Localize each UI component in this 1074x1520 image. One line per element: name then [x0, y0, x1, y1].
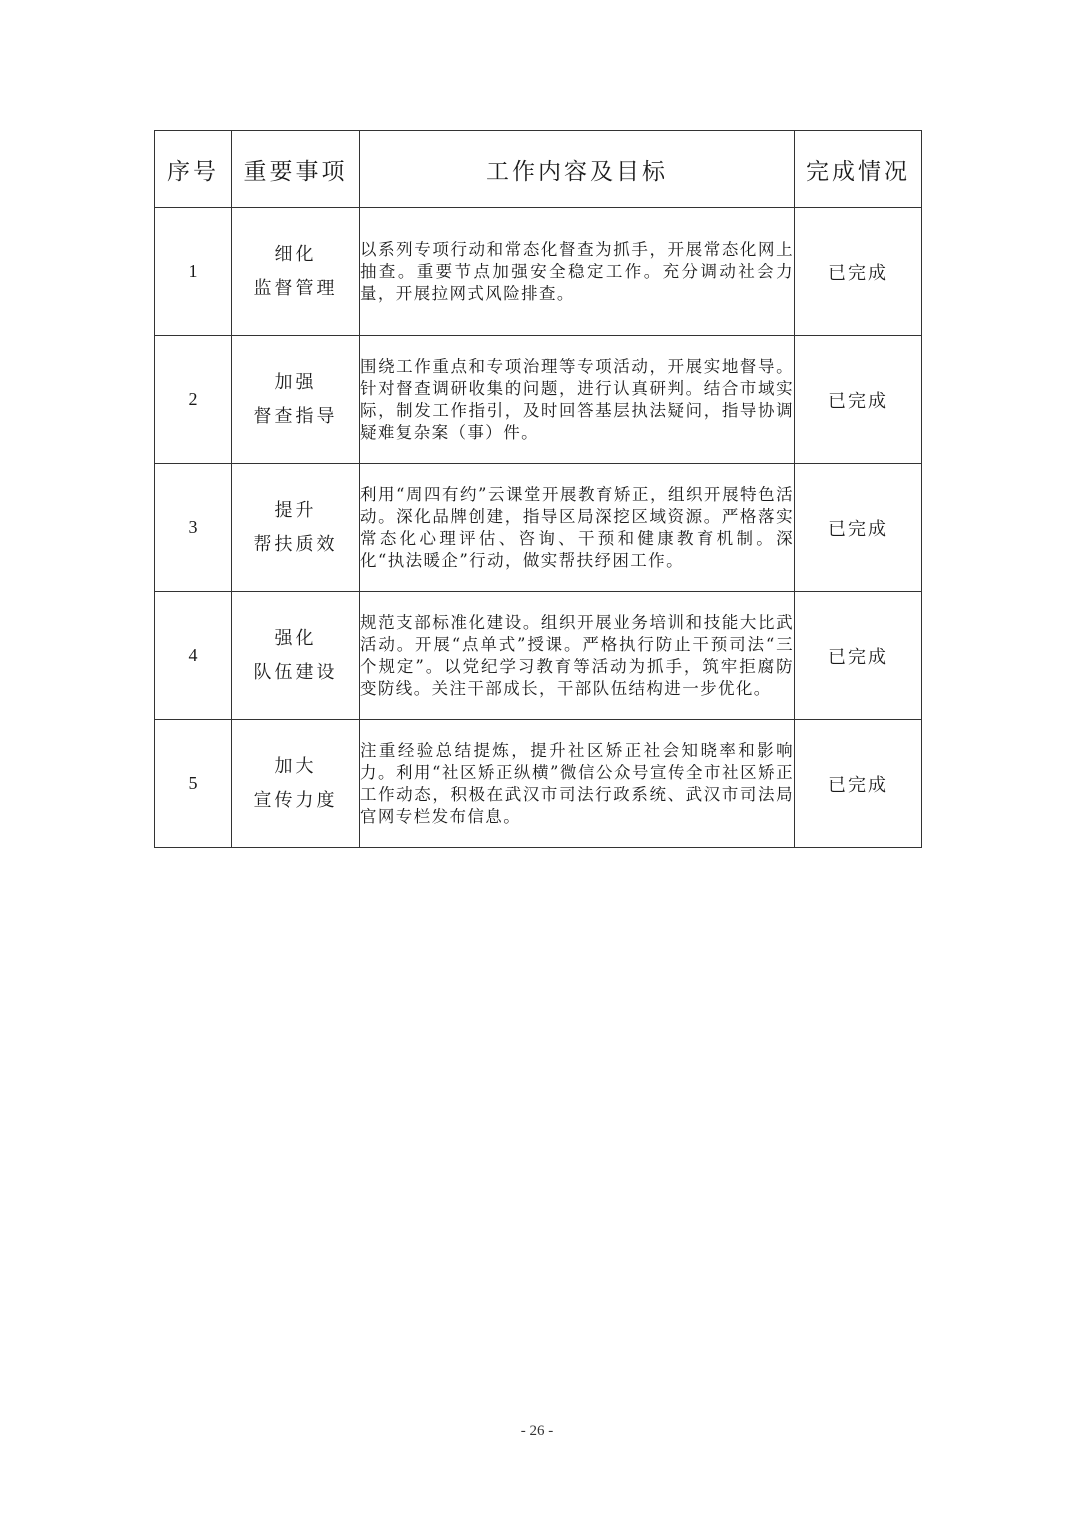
header-item: 重要事项: [232, 131, 360, 208]
table-row: [155, 720, 922, 848]
table-row: [155, 464, 922, 592]
row-item-line1: 细化: [274, 243, 317, 265]
row-status: 已完成: [795, 592, 922, 720]
row-content: 注重经验总结提炼，提升社区矫正社会知晓率和影响力。利用“社区矫正纵横”微信公众号宣传全市社区矫正工作动态，积极在武汉市司法行政系统、武汉市司法局官网专栏发布信息。: [360, 720, 795, 848]
row-item-line2: 监督管理: [253, 277, 338, 299]
row-status: 已完成: [795, 208, 922, 336]
row-index: 3: [155, 464, 232, 592]
row-status: 已完成: [795, 720, 922, 848]
header-index: 序号: [155, 131, 232, 208]
row-status: 已完成: [795, 336, 922, 464]
row-item-line2: 宣传力度: [253, 789, 338, 811]
row-content: 以系列专项行动和常态化督查为抓手，开展常态化网上抽查。重要节点加强安全稳定工作。充分调动社会力量，开展拉网式风险排查。: [360, 208, 795, 336]
table-row: [155, 336, 922, 464]
row-item: [232, 208, 360, 336]
table-row: [155, 208, 922, 336]
row-item: [232, 592, 360, 720]
row-item: [232, 720, 360, 848]
header-status: 完成情况: [795, 131, 922, 208]
row-index: 4: [155, 592, 232, 720]
row-index: 5: [155, 720, 232, 848]
page-number: - 26 -: [520, 1423, 554, 1439]
row-content: 利用“周四有约”云课堂开展教育矫正，组织开展特色活动。深化品牌创建，指导区局深挖区域资源。严格落实常态化心理评估、咨询、干预和健康教育机制。深化“执法暖企”行动，做实帮扶纾困工作。: [360, 464, 795, 592]
row-item-line2: 队伍建设: [253, 661, 338, 683]
row-item-line1: 加强: [274, 371, 317, 393]
row-item: [232, 336, 360, 464]
row-item-line1: 强化: [274, 627, 317, 649]
table-header-row: [155, 131, 922, 208]
row-index: 2: [155, 336, 232, 464]
row-item: [232, 464, 360, 592]
row-index: 1: [155, 208, 232, 336]
row-status: 已完成: [795, 464, 922, 592]
row-item-line1: 提升: [274, 499, 317, 521]
header-content: 工作内容及目标: [360, 131, 795, 208]
row-item-line2: 帮扶质效: [253, 533, 338, 555]
row-item-line2: 督查指导: [253, 405, 338, 427]
row-item-line1: 加大: [274, 755, 317, 777]
task-table: [154, 130, 922, 848]
row-content: 围绕工作重点和专项治理等专项活动，开展实地督导。针对督查调研收集的问题，进行认真研判。结合市域实际，制发工作指引，及时回答基层执法疑问，指导协调疑难复杂案（事）件。: [360, 336, 795, 464]
row-content: 规范支部标准化建设。组织开展业务培训和技能大比武活动。开展“点单式”授课。严格执行防止干预司法“三个规定”。以党纪学习教育等活动为抓手，筑牢拒腐防变防线。关注干部成长，干部队伍结构进一步优化。: [360, 592, 795, 720]
table-row: [155, 592, 922, 720]
